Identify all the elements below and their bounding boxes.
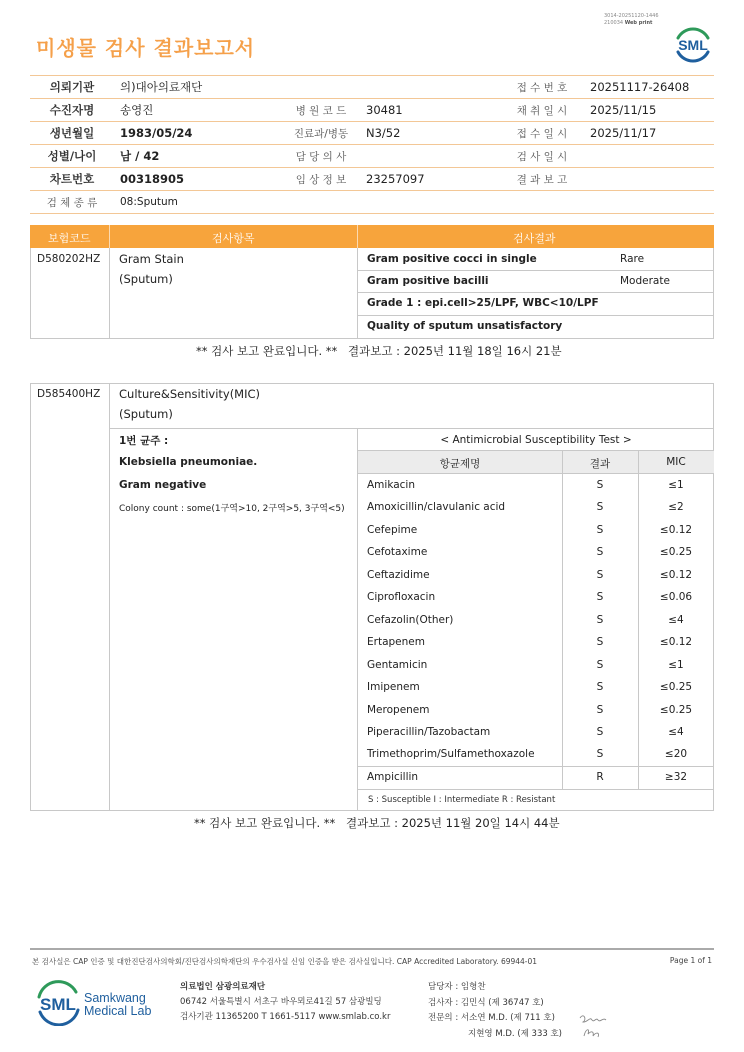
staff-row: 검사자 : 김민식 (제 36747 호) <box>428 997 544 1008</box>
drug-result: S <box>596 546 604 559</box>
drug-result: S <box>596 681 604 694</box>
org-contact: 검사기관 11365200 T 1661-5117 www.smlab.co.kr <box>180 1012 391 1022</box>
drug-result: S <box>596 636 604 649</box>
receive-date-value: 2025/11/17 <box>584 122 714 145</box>
staff-info <box>428 980 562 1042</box>
hospital-code-label: 병 원 코 드 <box>282 99 360 122</box>
org-address: 06742 서울특별시 서초구 바우뫼로41길 57 삼광빌딩 <box>180 997 382 1007</box>
ast-legend: S : Susceptible I : Intermediate R : Resistant <box>358 789 714 810</box>
culture-report-time: 결과보고 : 2025년 11월 20일 14시 44분 <box>346 816 560 830</box>
ast-row <box>358 699 714 722</box>
specimen-value: 08:Sputum <box>114 191 714 214</box>
drug-name: Amikacin <box>367 479 416 491</box>
svg-text:SML: SML <box>678 37 708 53</box>
gram-result-1-label: Gram positive cocci in single <box>367 253 537 265</box>
dept-label: 진료과/병동 <box>282 122 360 145</box>
drug-result: S <box>596 725 604 738</box>
drug-name: Imipenem <box>367 681 420 694</box>
culture-name: Culture&Sensitivity(MIC) <box>119 387 261 401</box>
gram-report-time: 결과보고 : 2025년 11월 18일 16시 21분 <box>348 344 562 358</box>
drug-mic: ≥32 <box>664 770 688 783</box>
doc-id-line1: 3014-20251120-1446 <box>604 13 659 19</box>
ast-row <box>358 496 714 519</box>
drug-name: Gentamicin <box>367 658 428 671</box>
drug-name: Ertapenem <box>367 636 425 649</box>
drug-mic: ≤2 <box>668 501 684 514</box>
ast-row <box>358 721 714 744</box>
document-id <box>604 13 659 27</box>
name-value: 송영진 <box>114 99 282 122</box>
drug-mic: ≤0.12 <box>659 636 693 649</box>
ast-row <box>358 541 714 564</box>
drug-mic: ≤0.25 <box>659 681 693 694</box>
ast-header <box>358 451 714 474</box>
collect-date-value: 2025/11/15 <box>584 99 714 122</box>
dept-value: N3/52 <box>360 122 500 145</box>
organism-name: Klebsiella pneumoniae. <box>119 456 258 468</box>
culture-code: D585400HZ <box>37 388 101 400</box>
sml-logo <box>672 24 714 66</box>
drug-name: Ampicillin <box>367 770 419 783</box>
clinical-value: 23257097 <box>360 168 500 191</box>
institution-value: 의)대아의료재단 <box>114 76 500 99</box>
ast-row <box>358 609 714 632</box>
gram-result-3-label: Grade 1 : epi.cell>25/LPF, WBC<10/LPF <box>367 297 599 309</box>
drug-result: S <box>596 479 604 491</box>
col-result: 결과 <box>589 458 611 470</box>
ast-row <box>358 743 714 766</box>
patient-info-table <box>30 75 714 214</box>
clinical-label: 임 상 정 보 <box>282 168 360 191</box>
drug-name: Amoxicillin/clavulanic acid <box>367 501 506 514</box>
institution-label: 의뢰기관 <box>30 76 114 99</box>
hospital-code-value: 30481 <box>360 99 500 122</box>
ast-row <box>358 519 714 542</box>
svg-text:SML: SML <box>40 995 76 1014</box>
ast-row <box>358 631 714 654</box>
chart-value: 00318905 <box>114 168 282 191</box>
sex-age-label: 성별/나이 <box>30 145 114 168</box>
drug-mic: ≤0.25 <box>659 546 693 559</box>
drug-result: R <box>596 770 604 783</box>
receive-date-label: 접 수 일 시 <box>500 122 584 145</box>
page-number: Page 1 of 1 <box>669 956 712 965</box>
chart-label: 차트번호 <box>30 168 114 191</box>
footer-divider <box>30 948 714 950</box>
drug-result: S <box>596 591 604 604</box>
test-date-value <box>584 145 714 168</box>
drug-mic: ≤1 <box>668 658 684 671</box>
gram-result-2-value: Moderate <box>620 275 670 287</box>
ast-row <box>358 586 714 609</box>
ast-title: < Antimicrobial Susceptibility Test > <box>358 428 714 451</box>
drug-name: Meropenem <box>367 703 430 716</box>
dob-label: 생년월일 <box>30 122 114 145</box>
name-label: 수진자명 <box>30 99 114 122</box>
test-date-label: 검 사 일 시 <box>500 145 584 168</box>
organization-info <box>180 980 390 1025</box>
report-label: 결 과 보 고 <box>500 168 584 191</box>
ast-row <box>358 474 714 497</box>
result-table-header <box>30 225 714 248</box>
ast-row <box>358 564 714 587</box>
staff-row: 담당자 : 임형찬 <box>428 982 486 992</box>
strain-label: 1번 균주 : <box>119 435 169 447</box>
ast-row <box>358 676 714 699</box>
collect-date-label: 채 취 일 시 <box>500 99 584 122</box>
drug-mic: ≤0.06 <box>659 591 693 604</box>
gram-specimen: (Sputum) <box>119 272 173 286</box>
drug-result: S <box>596 523 604 536</box>
samkwang-logo <box>36 980 156 1026</box>
drug-name: Cefazolin(Other) <box>367 613 454 626</box>
drug-result: S <box>596 613 604 626</box>
report-value <box>584 168 714 191</box>
drug-result: S <box>596 703 604 716</box>
drug-result: S <box>596 658 604 671</box>
svg-text:Samkwang: Samkwang <box>84 991 146 1005</box>
drug-result: S <box>596 568 604 581</box>
gram-code: D580202HZ <box>37 253 101 265</box>
specimen-label: 검 체 종 류 <box>30 191 114 214</box>
dob-value: 1983/05/24 <box>114 122 282 145</box>
drug-mic: ≤4 <box>668 725 684 738</box>
gram-type: Gram negative <box>119 479 207 491</box>
gram-name: Gram Stain <box>119 252 184 266</box>
svg-text:Medical Lab: Medical Lab <box>84 1004 152 1018</box>
gram-completion: ** 검사 보고 완료입니다. ** <box>196 344 338 358</box>
sex-age-value: 남 / 42 <box>114 145 282 168</box>
drug-name: Piperacillin/Tazobactam <box>367 725 491 738</box>
gram-result-4-label: Quality of sputum unsatisfactory <box>367 320 563 332</box>
drug-name: Cefotaxime <box>367 546 428 559</box>
doc-id-line2: 210034 Web print <box>604 20 653 26</box>
gram-result-2-label: Gram positive bacilli <box>367 275 489 287</box>
drug-mic: ≤0.12 <box>659 568 693 581</box>
ast-row <box>358 766 714 789</box>
staff-row: 지현영 M.D. (제 333 호) <box>468 1028 563 1039</box>
org-name: 의료법인 삼광의료재단 <box>180 982 266 992</box>
drug-mic: ≤0.12 <box>659 523 693 536</box>
staff-row: 전문의 : 서소연 M.D. (제 711 호) <box>428 1013 555 1023</box>
ast-row <box>358 654 714 677</box>
signature <box>578 1010 610 1040</box>
doctor-label: 담 당 의 사 <box>282 145 360 168</box>
col-mic: MIC <box>666 456 686 468</box>
receipt-no-value: 20251117-26408 <box>584 76 714 99</box>
col-drug: 항균제명 <box>439 458 481 470</box>
drug-name: Cefepime <box>367 523 418 536</box>
colony-count: Colony count : some(1구역>10, 2구역>5, 3구역<5) <box>119 504 345 514</box>
accreditation-note: 본 검사실은 CAP 인증 및 대한진단검사의학회/진단검사의학재단의 우수검사실 신임 인증을 받은 검사실입니다. CAP Accredited Laboratory. 69944-01 <box>32 957 538 966</box>
header-result: 검사결과 <box>513 232 556 245</box>
drug-name: Ciprofloxacin <box>367 591 436 604</box>
page-title: 미생물 검사 결과보고서 <box>36 36 256 60</box>
drug-name: Trimethoprim/Sulfamethoxazole <box>367 748 535 761</box>
receipt-no-label: 접 수 번 호 <box>500 76 584 99</box>
header-item: 검사항목 <box>212 232 255 245</box>
drug-result: S <box>596 501 604 514</box>
drug-result: S <box>596 748 604 761</box>
culture-completion: ** 검사 보고 완료입니다. ** <box>194 816 336 830</box>
drug-mic: ≤0.25 <box>659 703 693 716</box>
header-code: 보험코드 <box>48 232 91 245</box>
drug-mic: ≤1 <box>668 479 684 491</box>
gram-result-1-value: Rare <box>620 253 645 265</box>
culture-specimen: (Sputum) <box>119 407 173 421</box>
drug-mic: ≤4 <box>668 613 684 626</box>
drug-mic: ≤20 <box>664 748 688 761</box>
drug-name: Ceftazidime <box>367 568 430 581</box>
doctor-value <box>360 145 500 168</box>
